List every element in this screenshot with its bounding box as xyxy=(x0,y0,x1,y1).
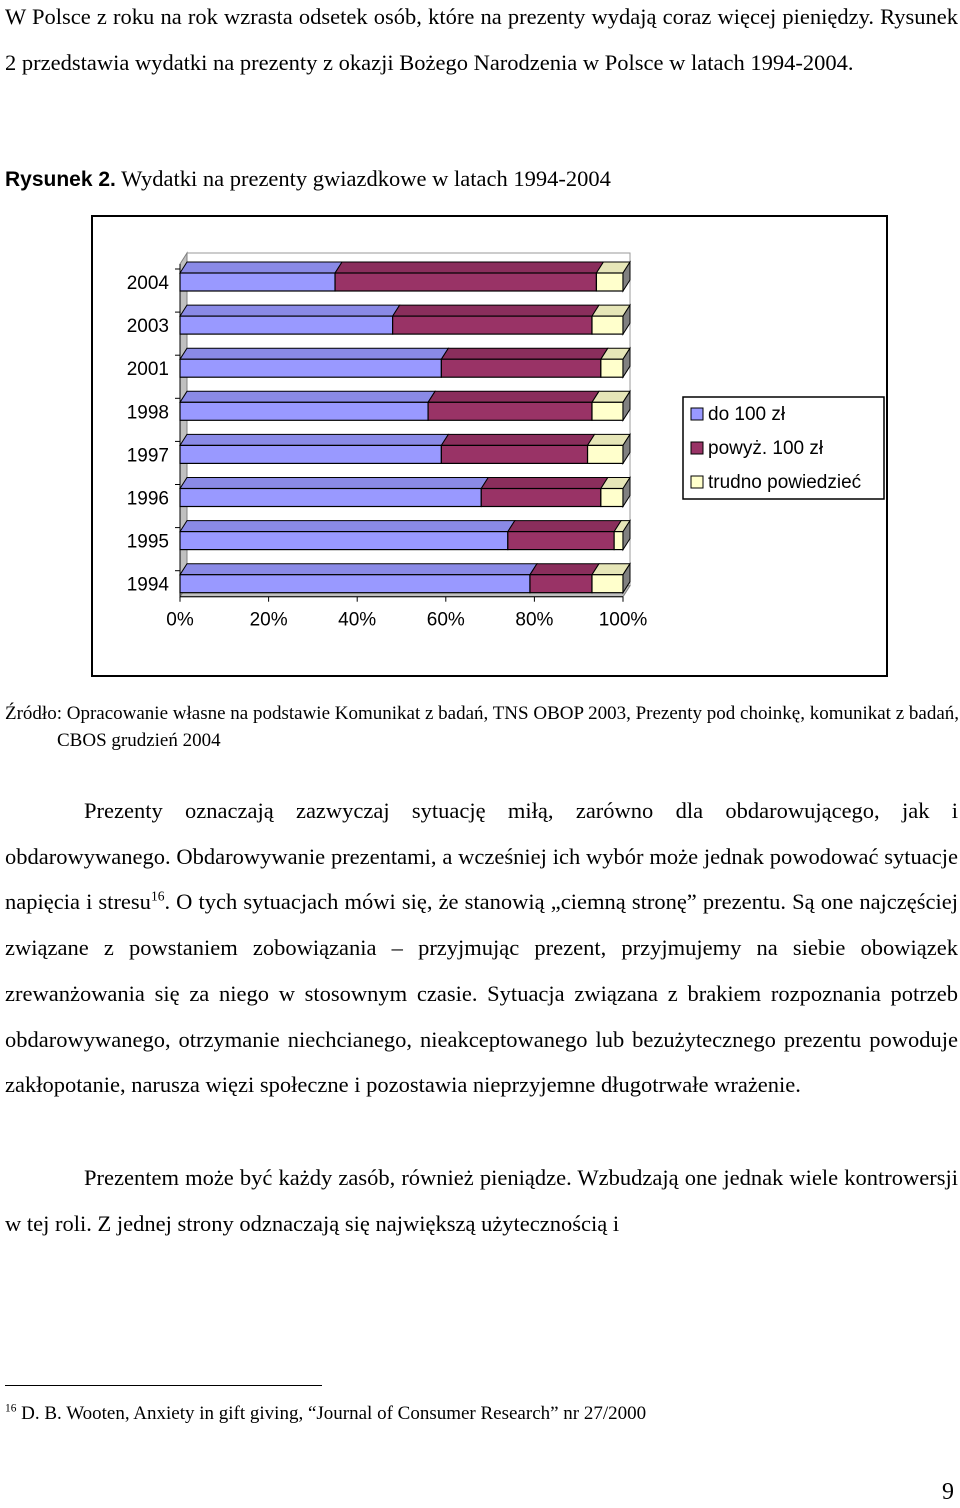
y-tick-label: 2004 xyxy=(126,273,169,294)
bar-segment xyxy=(601,489,623,507)
bar-top xyxy=(180,391,435,402)
legend-label: do 100 zł xyxy=(708,404,786,425)
x-tick-label: 20% xyxy=(249,609,288,631)
bar-segment xyxy=(596,273,623,291)
footnote-16 xyxy=(5,1400,646,1428)
bar-segment xyxy=(393,316,592,334)
bar-top xyxy=(180,262,342,273)
figure-caption xyxy=(5,156,611,202)
figure-caption-text: Wydatki na prezenty gwiazdkowe w latach 1994-2004 xyxy=(121,166,611,191)
y-tick-label: 1997 xyxy=(126,445,169,467)
footnote-text: D. B. Wooten, Anxiety in gift giving, “Journal of Consumer Research” nr 27/2000 xyxy=(16,1403,647,1424)
footnote-number: 16 xyxy=(5,1402,17,1415)
stacked-bar-chart xyxy=(93,217,886,675)
body-paragraph-1-start: Prezenty oznaczają zazwyczaj sytuację miłą, zarówno dla obdarowującego, jak i obdarowywanego. Obdarowywanie prezentami, a wcześniej ich wybór może jednak powodować sytuacje napięcia i stresu xyxy=(5,798,958,915)
x-tick-label: 80% xyxy=(515,609,554,631)
bar-segment xyxy=(180,316,393,334)
bar-top xyxy=(428,391,599,402)
bar-segment xyxy=(180,359,441,377)
body-paragraph-2: Prezentem może być każdy zasób, również pieniądze. Wzbudzają one jednak wiele kontrowersji w tej roli. Z jednej strony odznaczają się największą użytecznością i xyxy=(5,1165,958,1236)
bar-segment xyxy=(441,445,587,463)
bar-segment xyxy=(180,575,530,593)
bar-top xyxy=(180,521,515,532)
bar-segment xyxy=(180,532,508,550)
legend-swatch xyxy=(691,476,703,488)
bar-segment xyxy=(428,402,592,420)
bar-top xyxy=(180,478,488,489)
x-tick-label: 40% xyxy=(338,609,377,631)
bar-top xyxy=(180,434,448,445)
x-tick-label: 100% xyxy=(598,609,648,631)
legend-swatch xyxy=(691,442,703,454)
bar-segment xyxy=(614,532,623,550)
footnote-ref-16: 16 xyxy=(150,888,165,904)
body-paragraph-1-end: . O tych sytuacjach mówi się, że stanowią „ciemną stronę” prezentu. Są one najczęściej związane z powstaniem zobowiązania – przyjmując prezent, przyjmujemy na siebie obowiązek zrewanżowania się za niego w stosownym czasie. Sytuacja związana z brakiem rozpoznania potrzeb obdarowywanego, otrzymanie niechcianego, nieakceptowanego lub bezużytecznego prezentu powoduje zakłopotanie, narusza więzi społeczne i pozostawia nieprzyjemne długotrwałe wrażenie. xyxy=(5,889,958,1098)
bar-segment xyxy=(180,445,441,463)
y-tick-label: 1998 xyxy=(126,402,169,424)
bar-top xyxy=(180,305,400,316)
bar-segment xyxy=(601,359,623,377)
legend-label: trudno powiedzieć xyxy=(708,472,862,493)
bar-top xyxy=(530,564,599,575)
bar-top xyxy=(508,521,621,532)
y-tick-label: 2001 xyxy=(126,359,169,381)
y-tick-label: 1994 xyxy=(126,574,169,596)
intro-paragraph: W Polsce z roku na rok wzrasta odsetek osób, które na prezenty wydają coraz więcej pieniędzy. Rysunek 2 przedstawia wydatki na prezenty z okazji Bożego Narodzenia w Polsce w latach 1994-2004. xyxy=(5,4,958,75)
bar-segment xyxy=(592,316,623,334)
bar-top xyxy=(393,305,599,316)
chart-frame xyxy=(91,215,888,677)
x-tick-label: 0% xyxy=(166,609,194,631)
figure-label: Rysunek 2. xyxy=(5,168,116,191)
legend-label: powyż. 100 zł xyxy=(708,438,824,459)
bar-top xyxy=(180,564,537,575)
bar-top xyxy=(180,348,448,359)
bar-segment xyxy=(441,359,600,377)
legend-swatch xyxy=(691,408,703,420)
body-paragraph-1 xyxy=(5,788,958,1108)
bar-segment xyxy=(180,402,428,420)
bar-segment xyxy=(481,489,601,507)
x-tick-label: 60% xyxy=(426,609,465,631)
bar-segment xyxy=(530,575,592,593)
bar-segment xyxy=(592,575,623,593)
bar-segment xyxy=(335,273,596,291)
footnote-divider xyxy=(5,1385,322,1386)
y-tick-label: 1995 xyxy=(126,531,169,553)
page-number: 9 xyxy=(942,1479,954,1505)
bar-segment xyxy=(592,402,623,420)
bar-segment xyxy=(588,445,623,463)
y-tick-label: 1996 xyxy=(126,488,169,510)
bar-top xyxy=(481,478,608,489)
y-tick-label: 2003 xyxy=(126,316,169,338)
bar-segment xyxy=(180,273,335,291)
bar-top xyxy=(335,262,603,273)
bar-top xyxy=(441,434,594,445)
bar-segment xyxy=(508,532,614,550)
bar-top xyxy=(441,348,607,359)
bar-segment xyxy=(180,489,481,507)
figure-source: Źródło: Opracowanie własne na podstawie Komunikat z badań, TNS OBOP 2003, Prezenty pod choinkę, komunikat z badań, CBOS grudzień 2004 xyxy=(5,703,960,751)
